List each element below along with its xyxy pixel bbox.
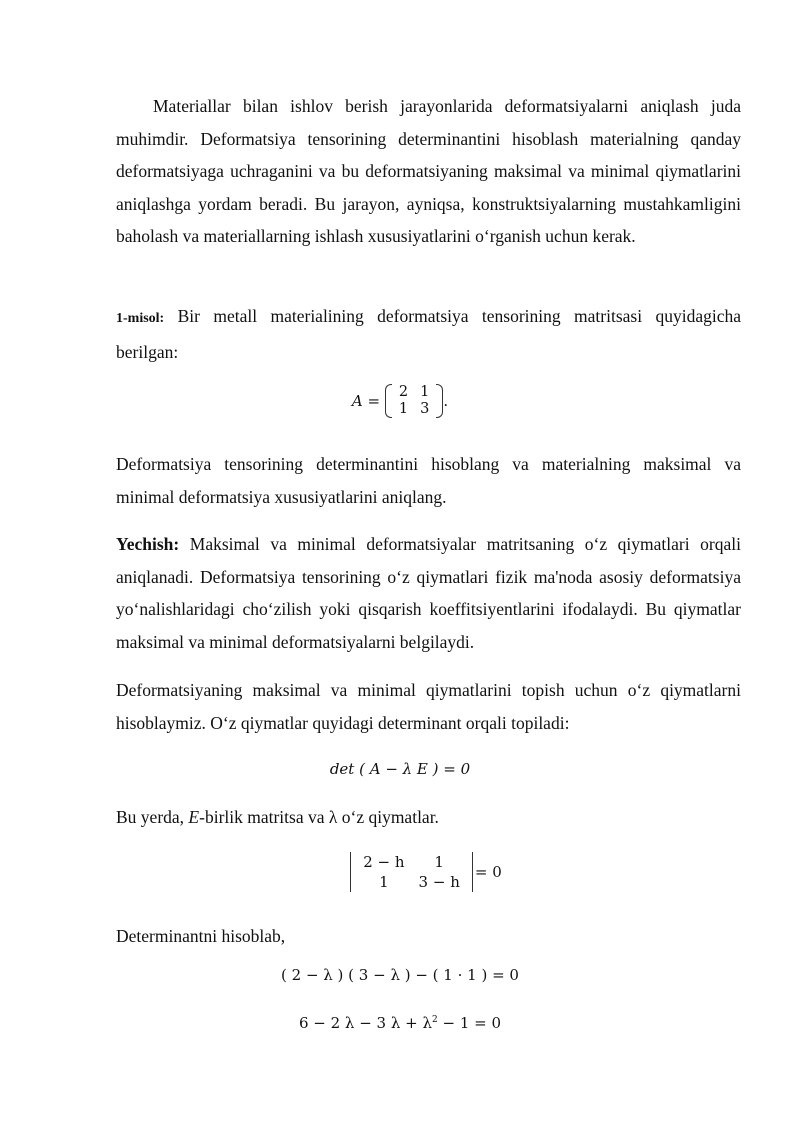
matrix-trail: . [443,392,449,410]
identity-E: E [188,807,200,827]
matrix-cell: 1 [420,384,430,400]
det-matrix [348,852,475,892]
task-paragraph: Deformatsiya tensorining determinantini hisoblang va materialning maksimal va minimal deformatsiya xususiyatlarini aniqlang. [116,454,741,507]
compute-paragraph: Determinantni hisoblab, [116,926,286,946]
example-label: 1-misol: [116,311,165,326]
solution-text: Maksimal va minimal deformatsiyalar matritsaning o‘z qiymatlari orqali aniqlanadi. Deformatsiya tensorining o‘z qiymatlari fizik ma'noda asosiy deformatsiya yo‘nalishlaridagi cho‘zilish yoki qisqarish koeffitsiyentlarini ifodalaydi. Bu qiymatlar maksimal va minimal deformatsiyalarni belgilaydi. [116,534,741,652]
det-cell: 1 [379,873,389,891]
expand-line-2-sup: 2 [431,1015,438,1025]
det-equation-text: det ( A − λ E ) = 0 [329,760,471,778]
matrix-lhs: A = [351,392,381,410]
intro-paragraph: Materiallar bilan ishlov berish jarayonlarida deformatsiyalarni aniqlash juda muhimdir. Deformatsiya tensorining determinantini hisoblash materialning qanday deformatsiyaga uchraganini va bu deformatsiyaning maksimal va minimal qiymatlarini aniqlashga yordam beradi. Bu jarayon, ayniqsa, konstruktsiyalarning mustahkamligini baholash va materiallarning ishlash xususiyatlarini o‘rganish uchun kerak. [116,96,741,246]
matrix-cell: 2 [398,384,409,400]
expand-line-1 [0,966,800,984]
eigen-paragraph: Deformatsiyaning maksimal va minimal qiymatlarini topish uchun o‘z qiymatlarni hisoblaymiz. O‘z qiymatlar quyidagi determinant orqali topiladi: [116,680,741,733]
solution-label: Yechish: [116,534,180,554]
matrix-formula [0,384,800,418]
expand-line-2-pre: 6 − 2 λ − 3 λ + λ [298,1014,432,1032]
det-rhs: = 0 [474,863,502,881]
example-text: Bir metall materialining deformatsiya tensorining matritsasi quyidagicha berilgan: [116,306,741,362]
solution-paragraph [116,528,741,658]
matrix-A [385,384,443,418]
expand-line-1-text: ( 2 − λ ) ( 3 − λ ) − ( 1 · 1 ) = 0 [281,966,519,984]
det-cell: 1 [434,853,444,871]
identity-paragraph [116,801,741,834]
expand-line-2 [0,1014,800,1032]
det-equation [0,760,800,778]
det-cell: 3 − h [418,873,460,891]
det-cell: 2 − h [363,853,405,871]
example-paragraph [116,300,741,368]
identity-post: -birlik matritsa va λ o‘z qiymatlar. [199,807,439,827]
identity-pre: Bu yerda, [116,807,189,827]
expand-line-2-post: − 1 = 0 [437,1014,502,1032]
matrix-cell: 1 [398,401,409,417]
matrix-cell: 3 [420,401,430,417]
det-matrix-formula [0,852,800,892]
